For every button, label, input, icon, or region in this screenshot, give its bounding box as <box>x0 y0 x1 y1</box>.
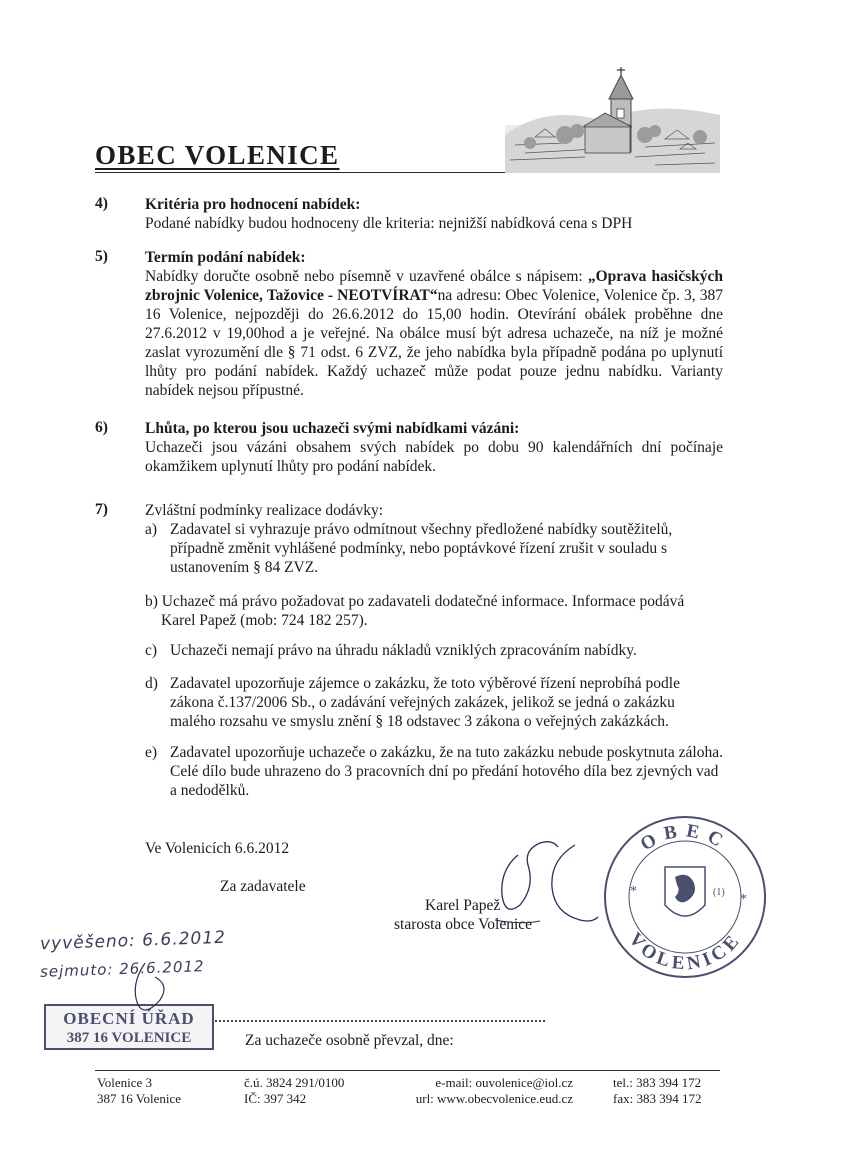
section-5-heading: Termín podání nabídek: <box>145 249 306 266</box>
village-sketch-image <box>505 65 720 173</box>
condition-c-text: Uchazeči nemají právo na úhradu nákladů vzniklých zpracováním nabídky. <box>170 642 637 659</box>
condition-d-label: d) <box>145 675 158 692</box>
for-contracting-authority: Za zadavatele <box>220 878 306 895</box>
seal-bottom-text: VOLENICE <box>624 928 746 975</box>
section-5-body-intro: Nabídky doručte osobně nebo písemně v uzavřené obálce s nápisem: <box>145 268 588 285</box>
section-6-heading: Lhůta, po kterou jsou uchazeči svými nabídkami vázáni: <box>145 420 520 437</box>
receipt-line: Za uchazeče osobně převzal, dne: <box>245 1032 454 1049</box>
condition-a <box>145 520 723 577</box>
footer-contacts <box>383 1075 573 1107</box>
footer-rule <box>95 1070 720 1071</box>
footer-email: e-mail: ouvolenice@iol.cz <box>435 1075 573 1090</box>
footer-address-line2: 387 16 Volenice <box>97 1091 182 1106</box>
place-date: Ve Volenicích 6.6.2012 <box>145 840 290 857</box>
seal-mark: (1) <box>713 887 725 898</box>
footer-phones <box>613 1075 701 1107</box>
section-4-heading: Kritéria pro hodnocení nabídek: <box>145 196 361 213</box>
envelope-label-text: „Oprava hasičských zbrojnic Volenice, Tažovice - NEOTVÍRAT“ <box>145 268 723 304</box>
signatory-name: Karel Papež <box>425 897 501 914</box>
lion-icon <box>675 875 695 903</box>
condition-d-text: Zadavatel upozorňuje zájemce o zakázku, že toto výběrové řízení neprobíhá podle zákona č.137/2006 Sb., o zadávání veřejných zakázek, jelikož se jedná o zakázku malého rozsahu ve smyslu znění § 18 odstavec 3 zákona o veřejných zakázkách. <box>170 675 680 730</box>
footer-ic: IČ: 397 342 <box>244 1091 307 1106</box>
seal-top-text: OBEC <box>636 820 734 856</box>
handwritten-removed-note: sejmuto: 26.6.2012 <box>39 957 205 981</box>
condition-d <box>145 674 723 731</box>
section-6 <box>145 419 723 476</box>
condition-b <box>145 592 723 630</box>
condition-e-label: e) <box>145 744 158 761</box>
section-6-number: 6) <box>95 419 108 436</box>
footer-tel: tel.: 383 394 172 <box>613 1075 702 1090</box>
condition-c-label: c) <box>145 642 158 659</box>
footer-account: č.ú. 3824 291/0100 <box>244 1075 345 1090</box>
footer-ids <box>244 1075 344 1107</box>
office-stamp-line2: 387 16 VOLENICE <box>66 1030 192 1046</box>
section-4-body: Podané nabídky budou hodnoceny dle kriteria: nejnižší nabídková cena s DPH <box>145 215 633 232</box>
section-6-body: Uchazeči jsou vázáni obsahem svých nabídek po dobu 90 kalendářních dní počínaje okamžikem uplynutí lhůty pro podání nabídek. <box>145 439 723 475</box>
svg-text:*: * <box>630 884 637 899</box>
svg-text:*: * <box>740 892 747 907</box>
receipt-dotted-line <box>215 1020 545 1022</box>
condition-e <box>145 743 723 800</box>
condition-b-contact: Karel Papež (mob: 724 182 257). <box>161 612 368 629</box>
section-5-body <box>145 267 723 400</box>
handwritten-signature <box>480 825 600 935</box>
section-5-number: 5) <box>95 248 108 265</box>
section-5 <box>145 248 723 400</box>
footer-address-line1: Volenice 3 <box>97 1075 152 1090</box>
signatory-role: starosta obce Volenice <box>394 916 533 933</box>
section-4-number: 4) <box>95 195 108 212</box>
svg-text:VOLENICE <box>624 929 745 975</box>
section-5-body-rest: na adresu: Obec Volenice, Volenice čp. 3, 387 16 Volenice, nejpozději do 26.6.2012 do 15,00 hodin. Otevírání obálek proběhne dne 27.6.2012 v 19,00hod a je veřejné. Na obálce musí být adresa uchazeče, na níž je možné zaslat vyrozumění dle § 71 odst. 6 ZVZ, že jeho nabídka byla případně podána po uplynutí lhůty pro podání nabídek. Každý uchazeč může podat pouze jednu nabídku. Varianty nabídek nejsou přípustné. <box>145 287 723 399</box>
section-4 <box>145 195 723 233</box>
condition-b-text: b) Uchazeč má právo požadovat po zadavateli dodatečné informace. Informace podává <box>145 593 685 610</box>
handwritten-posted-note: vyvěšeno: 6.6.2012 <box>39 927 227 955</box>
handwritten-initials <box>90 955 210 1025</box>
condition-e-text: Zadavatel upozorňuje uchazeče o zakázku, že na tuto zakázku nebude poskytnuta záloha. Celé dílo bude uhrazeno do 3 pracovních dní po předání hotového díla bez zjevných vad a nedodělků. <box>170 744 723 799</box>
footer-url: url: www.obecvolenice.eud.cz <box>415 1091 573 1106</box>
office-stamp-line1: OBECNÍ ÚŘAD <box>63 1009 195 1028</box>
page-title: OBEC VOLENICE <box>95 140 340 170</box>
condition-c <box>145 641 723 660</box>
municipal-seal <box>595 805 775 985</box>
footer-address <box>97 1075 181 1107</box>
svg-text:OBEC <box>637 820 733 855</box>
section-7-number: 7) <box>95 501 108 518</box>
condition-a-text: Zadavatel si vyhrazuje právo odmítnout všechny předložené nabídky soutěžitelů, případně změnit vyhlášené podmínky, nebo poptávkové řízení zrušit v souladu s ustanovením § 84 ZVZ. <box>170 521 673 576</box>
condition-a-label: a) <box>145 521 158 538</box>
section-7-heading: Zvláštní podmínky realizace dodávky: <box>145 502 384 519</box>
footer-fax: fax: 383 394 172 <box>613 1091 702 1106</box>
